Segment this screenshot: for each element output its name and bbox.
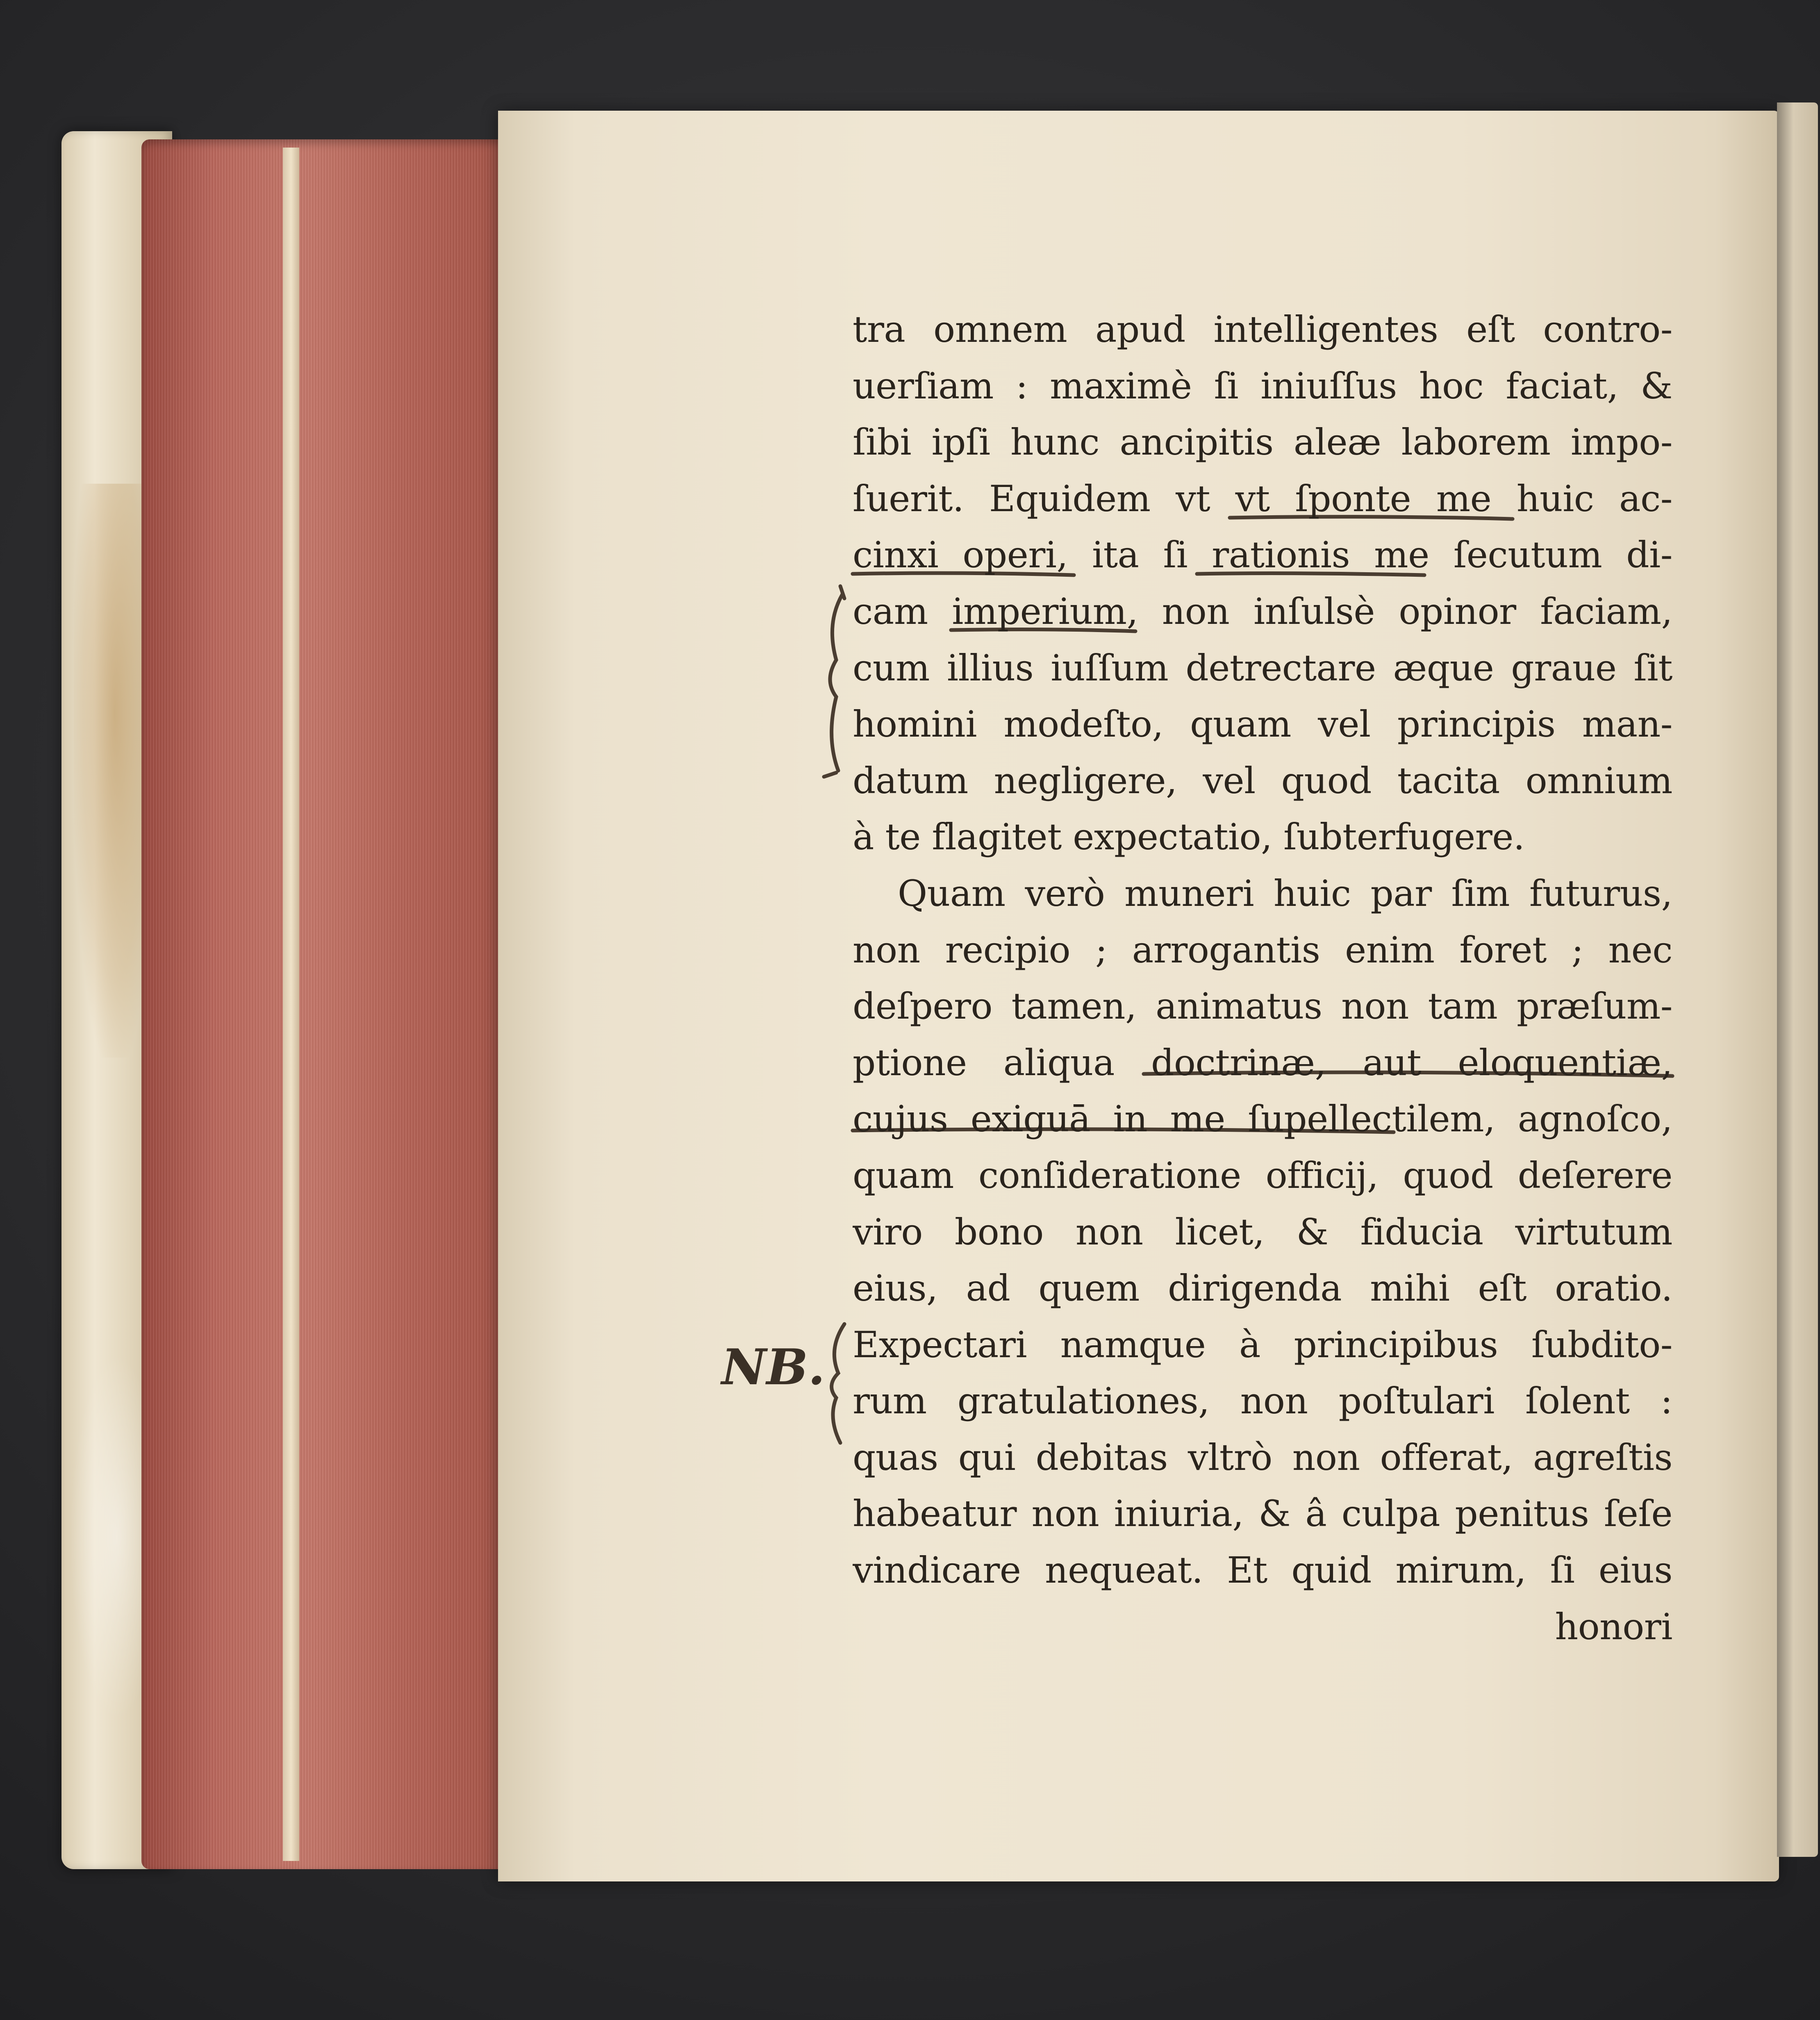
page-text bbox=[853, 301, 1672, 1655]
catchword: honori bbox=[1555, 1605, 1672, 1648]
text-line-2: uerſiam : maximè ſi iniuſſus hoc faciat, & bbox=[853, 364, 1672, 407]
text-line-6: cam imperium, non inſulsè opinor faciam, bbox=[853, 590, 1672, 632]
text-line-22: habeatur non iniuria, & â culpa penitus ſeſe bbox=[853, 1492, 1672, 1535]
text-line-20: rum gratulationes, non poſtulari ſolent : bbox=[853, 1380, 1672, 1422]
page-block-red-edges bbox=[141, 139, 506, 1869]
page-block-gap bbox=[283, 148, 299, 1861]
facing-page-edge bbox=[1777, 102, 1818, 1857]
text-line-14: ptione aliqua doctrinæ, aut eloquentiæ, bbox=[853, 1041, 1672, 1084]
text-line-17: viro bono non licet, & fiducia virtutum bbox=[853, 1210, 1672, 1253]
text-line-13: deſpero tamen, animatus non tam præſum- bbox=[853, 985, 1672, 1028]
text-line-7: cum illius iuſſum detrectare æque graue ſit bbox=[853, 646, 1672, 689]
text-line-9: datum negligere, vel quod tacita omnium bbox=[853, 759, 1672, 802]
text-line-10: à te flagitet expectatio, ſubterfugere. bbox=[853, 816, 1525, 858]
text-line-21: quas qui debitas vltrò non offerat, agreſtis bbox=[853, 1436, 1672, 1479]
text-line-19: Expectari namque à principibus ſubdito- bbox=[853, 1323, 1672, 1366]
text-line-23: vindicare nequeat. Et quid mirum, ſi eius bbox=[853, 1549, 1672, 1592]
text-line-8: homini modeſto, quam vel principis man- bbox=[853, 703, 1672, 746]
text-line-5: cinxi operi, ita ſi rationis me ſecutum di- bbox=[853, 534, 1672, 576]
text-line-1: tra omnem apud intelligentes eſt contro- bbox=[853, 308, 1672, 350]
text-line-3: ſibi ipſi hunc ancipitis aleæ laborem impo- bbox=[853, 421, 1672, 464]
text-line-12: non recipio ; arrogantis enim foret ; nec bbox=[853, 928, 1672, 971]
margin-note-nb: NB. bbox=[721, 1338, 825, 1396]
text-line-4: ſuerit. Equidem vt vt ſponte me huic ac- bbox=[853, 477, 1672, 520]
text-line-15: cujus exiguā in me ſupellectilem, agnoſco, bbox=[853, 1098, 1672, 1140]
text-line-11: Quam verò muneri huic par ſim futurus, bbox=[898, 872, 1672, 914]
text-line-18: eius, ad quem dirigenda mihi eſt oratio. bbox=[853, 1267, 1672, 1310]
text-line-16: quam conſideratione officij, quod deſerere bbox=[853, 1154, 1672, 1197]
